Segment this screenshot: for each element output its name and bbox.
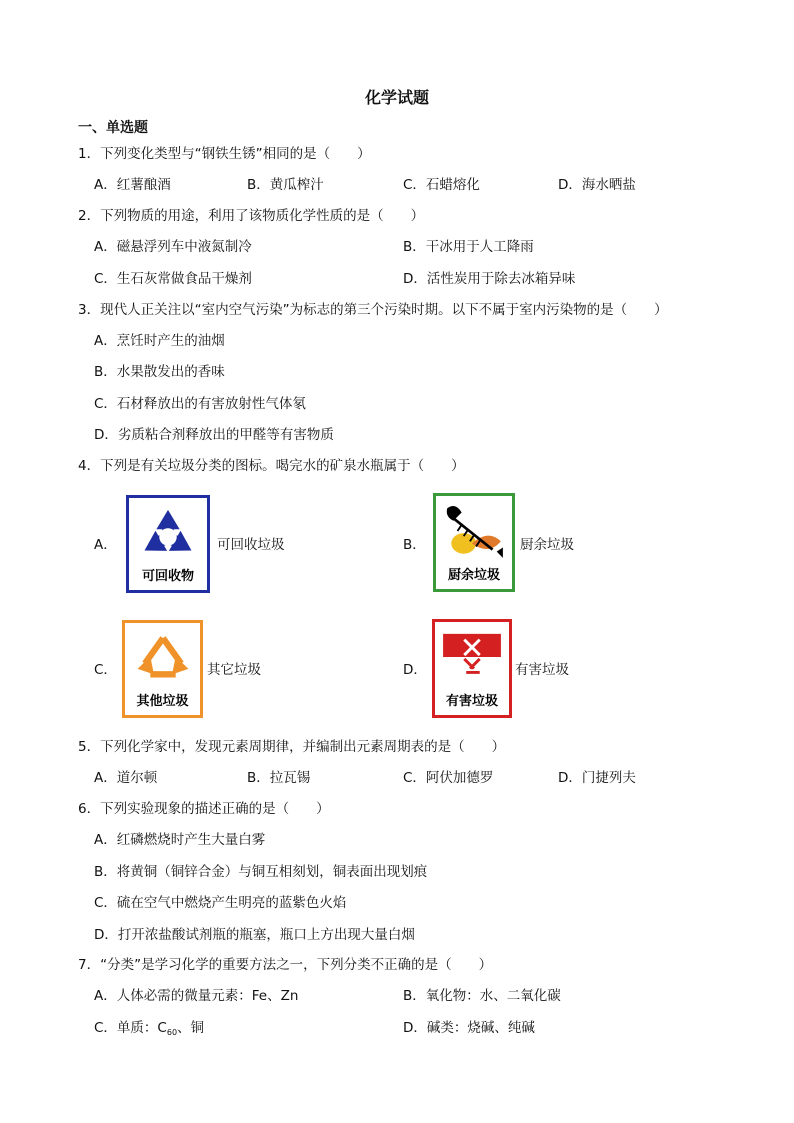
- recyclable-caption: 可回收物: [141, 569, 194, 584]
- q4-option-c-letter[interactable]: C．: [94, 662, 117, 678]
- q7-option-c-prefix: C．单质：C: [94, 1020, 167, 1036]
- hazardous-waste-bin-sign[interactable]: [432, 619, 512, 718]
- other-waste-caption: 其他垃圾: [136, 694, 189, 709]
- q6-option-b[interactable]: B．将黄铜（铜锌合金）与铜互相刻划，铜表面出现划痕: [94, 864, 428, 880]
- q6-option-a[interactable]: A．红磷燃烧时产生大量白雾: [94, 832, 266, 848]
- question-3-stem: 3．现代人正关注以“室内空气污染”为标志的第三个污染时期。以下不属于室内污染物的是（ ）: [78, 302, 668, 318]
- question-2-stem: 2．下列物质的用途，利用了该物质化学性质的是（ ）: [78, 208, 425, 224]
- q4-option-b-letter[interactable]: B．: [403, 537, 426, 553]
- q5-option-c[interactable]: C．阿伏加德罗: [403, 770, 494, 786]
- q4-option-c-text: 其它垃圾: [207, 662, 261, 678]
- q5-option-d[interactable]: D．门捷列夫: [558, 770, 636, 786]
- q6-option-c[interactable]: C．硫在空气中燃烧产生明亮的蓝紫色火焰: [94, 895, 347, 911]
- question-5-stem: 5．下列化学家中，发现元素周期律，并编制出元素周期表的是（ ）: [78, 739, 506, 755]
- q2-option-c[interactable]: C．生石灰常做食品干燥剂: [94, 271, 252, 287]
- q1-option-d[interactable]: D．海水晒盐: [558, 177, 636, 193]
- q7-option-c[interactable]: [94, 1019, 204, 1042]
- q7-option-b[interactable]: B．氧化物：水、二氧化碳: [403, 988, 561, 1004]
- q7-option-a[interactable]: A．人体必需的微量元素：Fe、Zn: [94, 988, 299, 1004]
- q3-option-a[interactable]: A．烹饪时产生的油烟: [94, 333, 225, 349]
- kitchen-waste-bin-sign[interactable]: [433, 493, 515, 592]
- q4-option-a-letter[interactable]: A．: [94, 537, 117, 553]
- q7-option-c-suffix: 、铜: [177, 1020, 205, 1036]
- q3-option-d[interactable]: D．劣质粘合剂释放出的甲醛等有害物质: [94, 427, 334, 443]
- q4-option-b-text: 厨余垃圾: [520, 537, 574, 553]
- page-title: 化学试题: [364, 88, 429, 107]
- q3-option-c[interactable]: C．石材释放出的有害放射性气体氡: [94, 396, 306, 412]
- hazardous-waste-icon: [440, 630, 504, 684]
- q1-option-c[interactable]: C．石蜡熔化: [403, 177, 480, 193]
- q2-option-b[interactable]: B．干冰用于人工降雨: [403, 239, 534, 255]
- other-waste-bin-sign[interactable]: [122, 620, 203, 718]
- hazardous-waste-caption: 有害垃圾: [445, 694, 498, 709]
- q5-option-b[interactable]: B．拉瓦锡: [247, 770, 311, 786]
- q2-option-a[interactable]: A．磁悬浮列车中液氮制冷: [94, 239, 252, 255]
- question-7-stem: 7．“分类”是学习化学的重要方法之一，下列分类不正确的是（ ）: [78, 957, 493, 973]
- section-heading: 一、单选题: [78, 120, 148, 136]
- q5-option-a[interactable]: A．道尔顿: [94, 770, 158, 786]
- q4-option-d-text: 有害垃圾: [515, 662, 569, 678]
- q4-option-d-letter[interactable]: D．: [403, 662, 427, 678]
- q1-option-b[interactable]: B．黄瓜榨汁: [247, 177, 324, 193]
- q4-option-a-text: 可回收垃圾: [217, 537, 285, 553]
- other-waste-icon: [134, 629, 192, 687]
- q6-option-d[interactable]: D．打开浓盐酸试剂瓶的瓶塞，瓶口上方出现大量白烟: [94, 927, 415, 943]
- q1-option-a[interactable]: A．红薯酿酒: [94, 177, 171, 193]
- fish-bone-icon: [441, 498, 507, 564]
- recyclable-bin-sign[interactable]: [126, 495, 210, 593]
- kitchen-waste-caption: 厨余垃圾: [447, 568, 500, 583]
- q2-option-d[interactable]: D．活性炭用于除去冰箱异味: [403, 271, 576, 287]
- q7-option-d[interactable]: D．碱类：烧碱、纯碱: [403, 1020, 535, 1036]
- q3-option-b[interactable]: B．水果散发出的香味: [94, 364, 225, 380]
- question-1-stem: 1．下列变化类型与“钢铁生锈”相同的是（ ）: [78, 146, 371, 162]
- recycle-icon: [137, 504, 199, 566]
- q7-option-c-subscript: 60: [166, 1028, 178, 1037]
- question-6-stem: 6．下列实验现象的描述正确的是（ ）: [78, 801, 330, 817]
- question-4-stem: 4．下列是有关垃圾分类的图标。喝完水的矿泉水瓶属于（ ）: [78, 458, 465, 474]
